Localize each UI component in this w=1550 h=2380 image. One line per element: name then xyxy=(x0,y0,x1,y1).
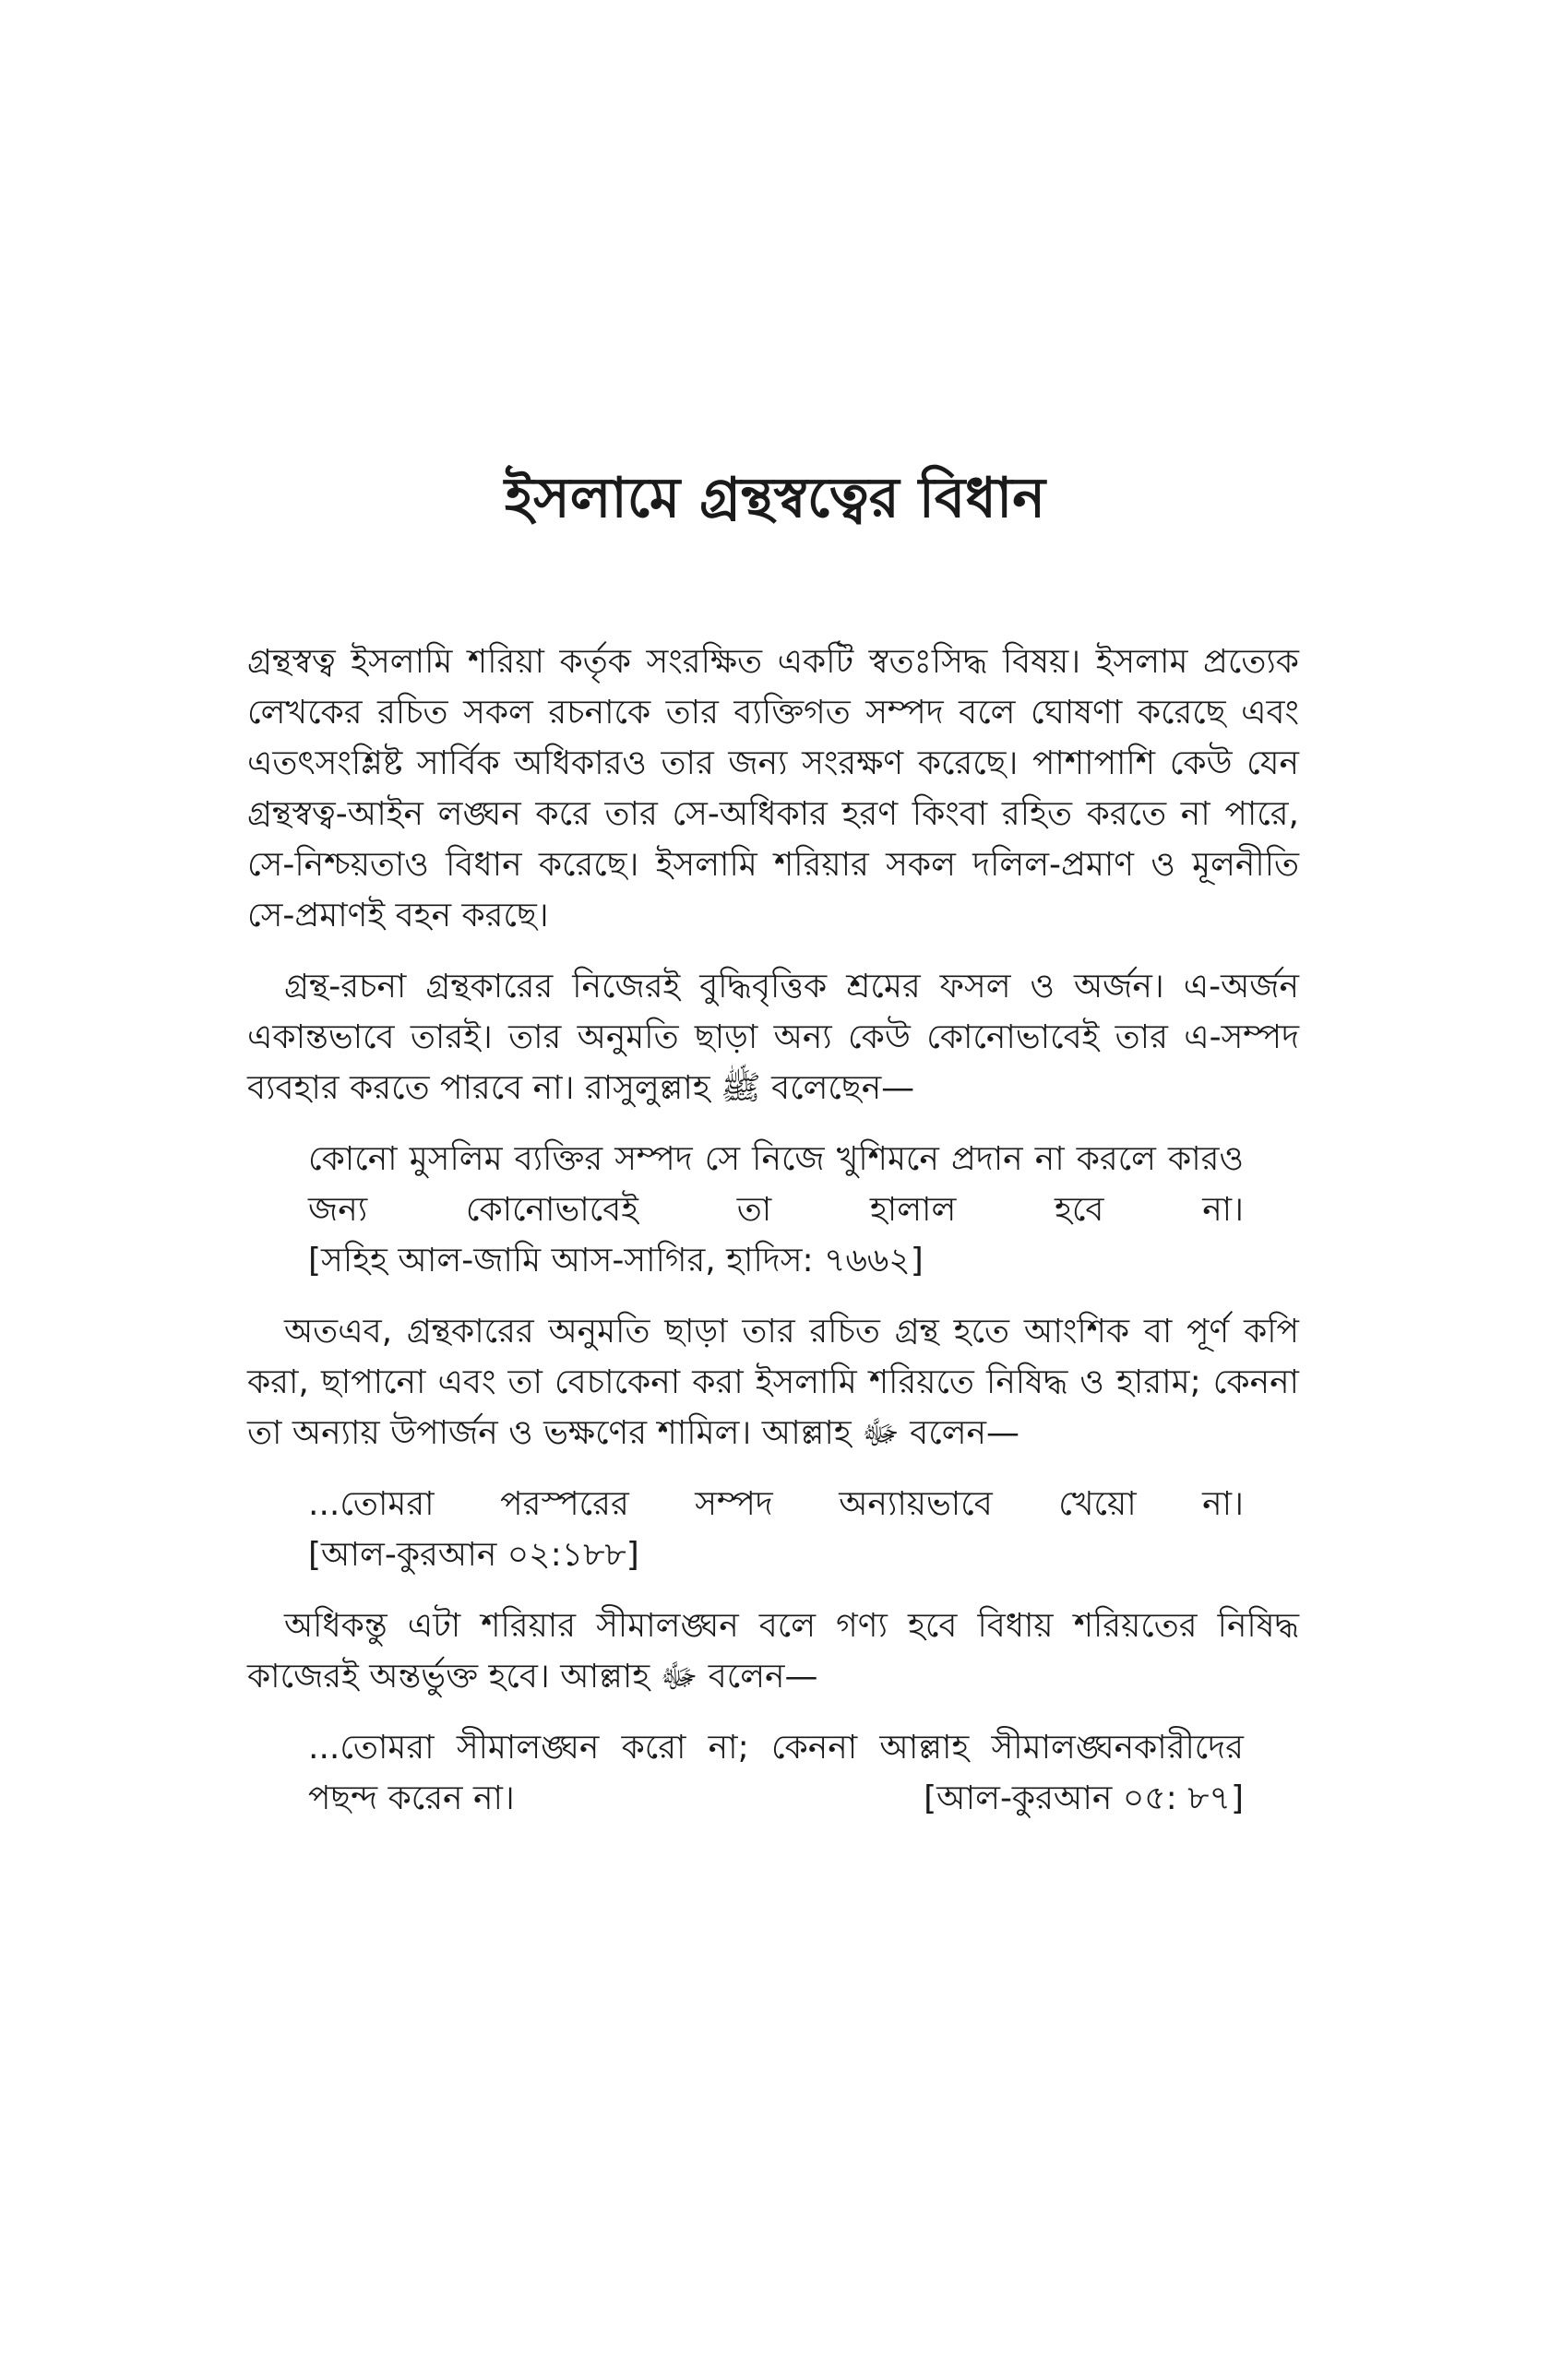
hadith-quote xyxy=(247,1134,1299,1286)
quran-quote-2-reference: [আল-কুরআন ০৫: ৮৭] xyxy=(924,1779,1244,1817)
quran-quote-2 xyxy=(247,1722,1299,1824)
hadith-quote-text: কোনো মুসলিম ব্যক্তির সম্পদ সে নিজে খুশিমনে প্রদান না করলে কারও জন্য কোনোভাবেই তা হালাল হবে না। xyxy=(308,1140,1244,1229)
quran-quote-1 xyxy=(247,1479,1299,1580)
paragraph-3: অতএব, গ্রন্থকারের অনুমতি ছাড়া তার রচিত গ্রন্থ হতে আংশিক বা পূর্ণ কপি করা, ছাপানো এবং তা বেচাকেনা করা ইসলামি শরিয়তে নিষিদ্ধ ও হারাম; কেননা তা অন্যায় উপার্জন ও ভক্ষণের শামিল। আল্লাহ ﷻ বলেন— xyxy=(247,1313,1299,1452)
hadith-quote-reference: [সহিহ আল-জামি আস-সাগির, হাদিস: ৭৬৬২] xyxy=(308,1242,924,1279)
paragraph-4: অধিকন্তু এটা শরিয়ার সীমালঙ্ঘন বলে গণ্য হবে বিধায় শরিয়তের নিষিদ্ধ কাজেরই অন্তর্ভুক্ত হবে। আল্লাহ ﷻ বলেন— xyxy=(247,1607,1299,1696)
paragraph-1: গ্রন্থস্বত্ব ইসলামি শরিয়া কর্তৃক সংরক্ষিত একটি স্বতঃসিদ্ধ বিষয়। ইসলাম প্রত্যেক লেখকের রচিত সকল রচনাকে তার ব্যক্তিগত সম্পদ বলে ঘোষণা করেছে এবং এতৎসংশ্লিষ্ট সার্বিক অধিকারও তার জন্য সংরক্ষণ করেছে। পাশাপাশি কেউ যেন গ্রন্থস্বত্ব-আইন লঙ্ঘন করে তার সে-অধিকার হরণ কিংবা রহিত করতে না পারে, সে-নিশ্চয়তাও বিধান করেছে। ইসলামি শরিয়ার সকল দলিল-প্রমাণ ও মূলনীতি সে-প্রমাণই বহন করছে। xyxy=(247,643,1299,934)
page-title: ইসলামে গ্রন্থস্বত্বের বিধান xyxy=(504,466,1046,530)
quran-quote-1-reference: [আল-কুরআন ০২:১৮৮] xyxy=(308,1536,639,1574)
chapter-body xyxy=(247,637,1299,1844)
quran-quote-1-text: ...তোমরা পরস্পরের সম্পদ অন্যায়ভাবে খেয়ো না। xyxy=(308,1485,1244,1523)
paragraph-2: গ্রন্থ-রচনা গ্রন্থকারের নিজেরই বুদ্ধিবৃত্তিক শ্রমের ফসল ও অর্জন। এ-অর্জন একান্তভাবে তারই। তার অনুমতি ছাড়া অন্য কেউ কোনোভাবেই তার এ-সম্পদ ব্যবহার করতে পারবে না। রাসুলুল্লাহ ﷺ বলেছেন— xyxy=(247,968,1299,1107)
quran-quote-2-text: ...তোমরা সীমালঙ্ঘন করো না; কেননা আল্লাহ সীমালঙ্ঘনকারীদের পছন্দ করেন না। xyxy=(308,1729,1244,1817)
